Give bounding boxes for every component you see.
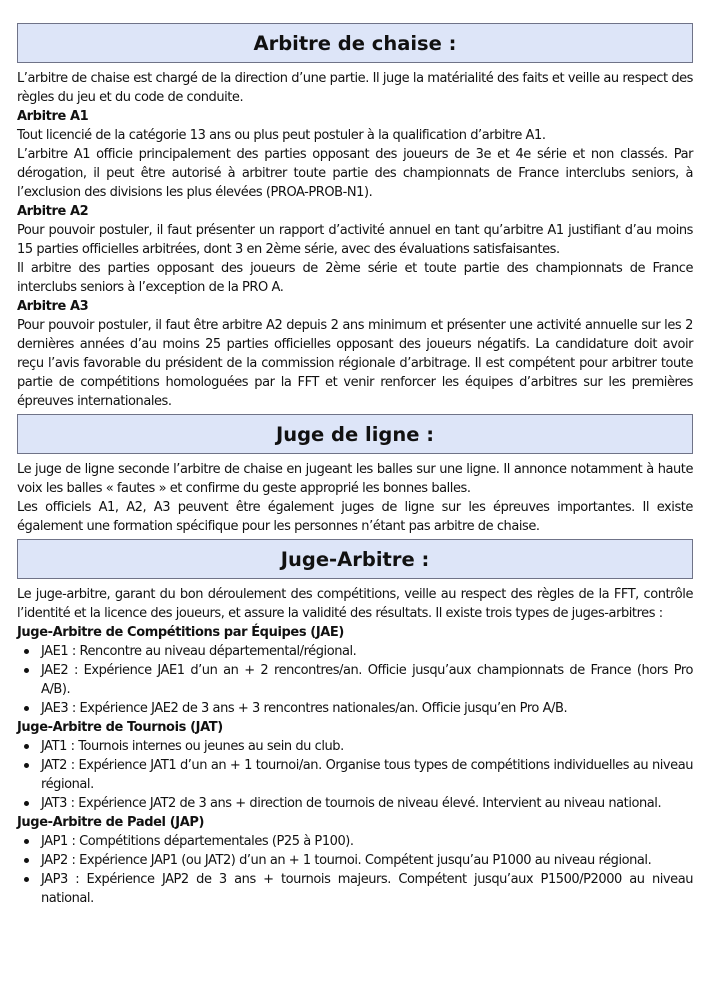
list-item: JAE3 : Expérience JAE2 de 3 ans + 3 rencontres nationales/an. Officie jusqu’en Pro A/B. <box>17 699 693 718</box>
jae-list <box>17 642 693 718</box>
subheading-jat: Juge-Arbitre de Tournois (JAT) <box>17 720 223 735</box>
list-item: JAP2 : Expérience JAP1 (ou JAT2) d’un an + 1 tournoi. Compétent jusqu’au P1000 au niveau régional. <box>17 851 693 870</box>
section-heading-arbitre-de-chaise: Arbitre de chaise : <box>17 23 693 63</box>
subheading-jap: Juge-Arbitre de Padel (JAP) <box>17 815 205 830</box>
jat-list <box>17 737 693 813</box>
subheading-jae: Juge-Arbitre de Compétitions par Équipes (JAE) <box>17 625 344 640</box>
subheading-arbitre-a1: Arbitre A1 <box>17 109 89 124</box>
list-item: JAP1 : Compétitions départementales (P25 à P100). <box>17 832 693 851</box>
list-item: JAE2 : Expérience JAE1 d’un an + 2 rencontres/an. Officie jusqu’aux championnats de France (hors Pro A/B). <box>17 661 693 699</box>
juge-de-ligne-paragraph: Le juge de ligne seconde l’arbitre de chaise en jugeant les balles sur une ligne. Il annonce notamment à haute voix les balles « fautes » et confirme du geste approprié les bonnes balles. <box>17 462 693 496</box>
list-item: JAE1 : Rencontre au niveau départemental/régional. <box>17 642 693 661</box>
list-item: JAT2 : Expérience JAT1 d’un an + 1 tournoi/an. Organise tous types de compétitions individuelles au niveau régional. <box>17 756 693 794</box>
section-heading-juge-arbitre: Juge-Arbitre : <box>17 539 693 579</box>
juge-arbitre-intro: Le juge-arbitre, garant du bon déroulement des compétitions, veille au respect des règles de la FFT, contrôle l’identité et la licence des joueurs, et assure la validité des résultats. Il existe trois types de juges-arbitres : <box>17 587 693 621</box>
jap-list <box>17 832 693 908</box>
subheading-arbitre-a2: Arbitre A2 <box>17 204 89 219</box>
arbitre-a2-paragraph: Il arbitre des parties opposant des joueurs de 2ème série et toute partie des championnats de France interclubs seniors à l’exception de la PRO A. <box>17 261 693 295</box>
arbitre-a1-paragraph: Tout licencié de la catégorie 13 ans ou plus peut postuler à la qualification d’arbitre A1. <box>17 128 546 143</box>
arbitre-a1-paragraph: L’arbitre A1 officie principalement des parties opposant des joueurs de 3e et 4e série et non classés. Par dérogation, il peut être autorisé à arbitrer toute partie des championnats de France interclubs seniors, à l’exclusion des divisions les plus élevées (PROA-PROB-N1). <box>17 147 693 200</box>
arbitre-a2-paragraph: Pour pouvoir postuler, il faut présenter un rapport d’activité annuel en tant qu’arbitre A1 justifiant d’au moins 15 parties officielles arbitrées, dont 3 en 2ème série, avec des évaluations satisfaisantes. <box>17 223 693 257</box>
list-item: JAP3 : Expérience JAP2 de 3 ans + tournois majeurs. Compétent jusqu’aux P1500/P2000 au niveau national. <box>17 870 693 908</box>
subheading-arbitre-a3: Arbitre A3 <box>17 299 89 314</box>
section-heading-juge-de-ligne: Juge de ligne : <box>17 414 693 454</box>
list-item: JAT1 : Tournois internes ou jeunes au sein du club. <box>17 737 693 756</box>
document-page <box>17 23 693 908</box>
list-item: JAT3 : Expérience JAT2 de 3 ans + direction de tournois de niveau élevé. Intervient au niveau national. <box>17 794 693 813</box>
juge-de-ligne-paragraph: Les officiels A1, A2, A3 peuvent être également juges de ligne sur les épreuves importantes. Il existe également une formation spécifique pour les personnes n’étant pas arbitre de chaise. <box>17 500 693 534</box>
arbitre-a3-paragraph: Pour pouvoir postuler, il faut être arbitre A2 depuis 2 ans minimum et présenter une activité annuelle sur les 2 dernières années d’au moins 25 parties officielles opposant des joueurs négatifs. La candidature doit avoir reçu l’avis favorable du président de la commission régionale d’arbitrage. Il est compétent pour arbitrer toute partie de compétitions homologuées par la FFT et venir renforcer les équipes d’arbitres sur les premières épreuves internationales. <box>17 318 693 409</box>
arbitre-de-chaise-intro: L’arbitre de chaise est chargé de la direction d’une partie. Il juge la matérialité des faits et veille au respect des règles du jeu et du code de conduite. <box>17 71 693 105</box>
